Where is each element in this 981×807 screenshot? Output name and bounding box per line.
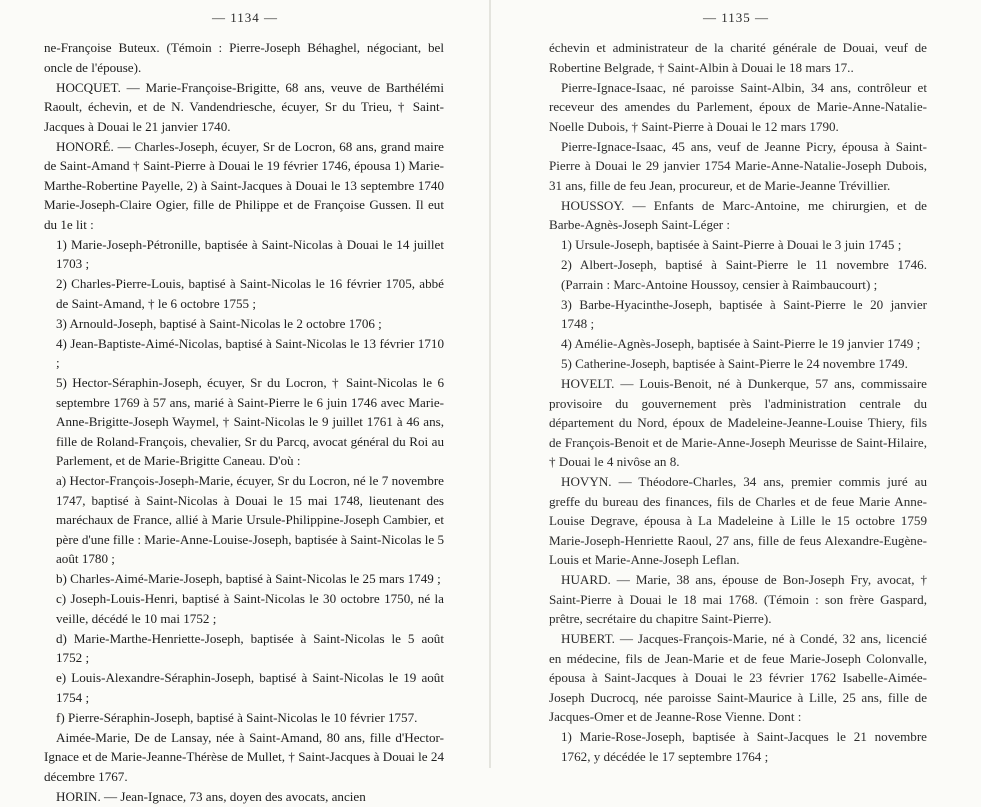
child-item: 1) Marie-Rose-Joseph, baptisée à Saint-Jacques le 21 novembre 1762, y décédée le 17 septembre 1764 ; — [561, 729, 927, 764]
grandchild-item: c) Joseph-Louis-Henri, baptisé à Saint-Nicolas le 30 octobre 1750, né la veille, décédé le 10 mai 1752 ; — [56, 591, 444, 626]
grandchild-item: a) Hector-François-Joseph-Marie, écuyer, Sr du Locron, né le 7 novembre 1747, baptisé à Saint-Nicolas à Douai le 15 mai 1748, lieutenant des maréchaux de France, allié à Marie Ursule-Philippine-Joseph Cambier, et père d'une fille : Marie-Anne-Louise-Joseph, baptisée à Saint-Nicolas le 5 août 1780 ; — [56, 473, 444, 566]
entry-horin: HORIN. — Jean-Ignace, 73 ans, doyen des avocats, ancien — [56, 788, 366, 804]
entry-pierre-ignace-isaac-1: Pierre-Ignace-Isaac, né paroisse Saint-Albin, 34 ans, contrôleur et receveur des amendes du Parlement, époux de Marie-Anne-Natalie-Noelle Dubois, † Saint-Pierre à Douai le 12 mars 1790. — [549, 79, 927, 134]
entry-aimee-marie: Aimée-Marie, De de Lansay, née à Saint-Amand, 80 ans, fille d'Hector-Ignace et de Marie-Jeanne-Thérèse de Mullet, † Saint-Jacques à Douai le 24 décembre 1767. — [44, 729, 444, 784]
grandchild-item: d) Marie-Marthe-Henriette-Joseph, baptisée à Saint-Nicolas le 5 août 1752 ; — [56, 630, 444, 665]
entry-hovelt: HOVELT. — Louis-Benoit, né à Dunkerque, 57 ans, commissaire provisoire du gouvernement près l'administration centrale du département du Nord, époux de Madeleine-Jeanne-Louise Thiery, fils de François-Benoit et de Marie-Anne-Joseph Meurisse de Saint-Hilaire, † Douai le 4 nivôse an 8. — [549, 376, 927, 469]
left-paragraph-1: ne-Françoise Buteux. (Témoin : Pierre-Joseph Béhaghel, négociant, bel oncle de l'épouse). — [44, 40, 444, 75]
child-item: 4) Jean-Baptiste-Aimé-Nicolas, baptisé à Saint-Nicolas le 13 février 1710 ; — [56, 335, 444, 370]
child-item: 3) Barbe-Hyacinthe-Joseph, baptisée à Saint-Pierre le 20 janvier 1748 ; — [561, 296, 927, 331]
child-item: 5) Hector-Séraphin-Joseph, écuyer, Sr du Locron, † Saint-Nicolas le 6 septembre 1769 à 57 ans, marié à Saint-Pierre le 6 juin 1746 avec Marie-Anne-Brigitte-Joseph Waymel, † Saint-Nicolas le 9 juillet 1761 à 46 ans, fille de Roland-François, chevalier, Sr du Parcq, avocat général du Roi au Parlement, et de Marie-Brigitte Caneau. D'où : — [56, 375, 444, 468]
child-item: 1) Ursule-Joseph, baptisée à Saint-Pierre à Douai le 3 juin 1745 ; — [561, 237, 902, 252]
grandchild-item: b) Charles-Aimé-Marie-Joseph, baptisé à Saint-Nicolas le 25 mars 1749 ; — [56, 571, 441, 586]
child-item: 3) Arnould-Joseph, baptisé à Saint-Nicolas le 2 octobre 1706 ; — [56, 315, 382, 331]
entry-hocquet: HOCQUET. — Marie-Françoise-Brigitte, 68 ans, veuve de Barthélémi Raoult, échevin, et de N. Vandendriesche, écuyer, Sr du Trieu, † Saint-Jacques à Douai le 21 janvier 1740. — [44, 79, 444, 134]
right-page — [491, 0, 981, 768]
entry-pierre-ignace-isaac-2: Pierre-Ignace-Isaac, 45 ans, veuf de Jeanne Picry, épousa à Saint-Pierre à Douai le 29 janvier 1754 Marie-Anne-Natalie-Joseph Dubois, 31 ans, fille de feu Jean, procureur, et de Marie-Jeanne Trévillier. — [549, 138, 927, 193]
entry-hovyn: HOVYN. — Théodore-Charles, 34 ans, premier commis juré au greffe du bureau des finances, fils de Charles et de feue Marie Anne-Louise Degrave, épousa à La Madeleine à Lille le 15 octobre 1759 Marie-Joseph-Henriette Raoul, 27 ans, fille de feus Alexandre-Eugène-Louis et Marie-Anne-Joseph Leflan. — [549, 474, 927, 567]
child-item: 4) Amélie-Agnès-Joseph, baptisée à Saint-Pierre le 19 janvier 1749 ; — [561, 336, 921, 351]
entry-houssoy: HOUSSOY. — Enfants de Marc-Antoine, me chirurgien, et de Barbe-Agnès-Joseph Saint-Léger : — [549, 197, 927, 232]
right-paragraph-1: échevin et administrateur de la charité générale de Douai, veuf de Robertine Belgrade, † Saint-Albin à Douai le 18 mars 17.. — [549, 40, 927, 75]
right-page-text — [549, 38, 927, 767]
child-item: 2) Albert-Joseph, baptisé à Saint-Pierre le 11 novembre 1746. (Parrain : Marc-Antoine Houssoy, censier à Raimbaucourt) ; — [561, 257, 927, 292]
entry-huard: HUARD. — Marie, 38 ans, épouse de Bon-Joseph Fry, avocat, † Saint-Pierre à Douai le 18 mai 1768. (Témoin : son frère Gaspard, prêtre, secrétaire du chapitre Saint-Pierre). — [549, 572, 927, 626]
grandchild-item: e) Louis-Alexandre-Séraphin-Joseph, baptisé à Saint-Nicolas le 19 août 1754 ; — [56, 670, 444, 705]
child-item: 5) Catherine-Joseph, baptisée à Saint-Pierre le 24 novembre 1749. — [561, 356, 908, 371]
right-page-number: — 1135 — — [702, 10, 770, 25]
entry-honore: HONORÉ. — Charles-Joseph, écuyer, Sr de Locron, 68 ans, grand maire de Saint-Amand † Saint-Pierre à Douai le 19 février 1746, épousa 1) Marie-Marthe-Robertine Payelle, 2) à Saint-Jacques à Douai le 13 septembre 1740 Marie-Joseph-Claire Ogier, fille de Philippe et de Françoise Gussen. Il eut du 1e lit : — [44, 138, 444, 232]
left-page — [0, 0, 490, 804]
entry-hubert: HUBERT. — Jacques-François-Marie, né à Condé, 32 ans, licencié en médecine, fils de Jean-Marie et de feue Marie-Joseph Colonvalle, épousa à Saint-Jacques à Douai le 23 février 1762 Isabelle-Aimée-Joseph Ducrocq, née paroisse Saint-Maurice à Lille, 25 ans, fille de Jacques-Omer et de Jeanne-Rose Vienne. Dont : — [549, 631, 927, 724]
child-item: 1) Marie-Joseph-Pétronille, baptisée à Saint-Nicolas à Douai le 14 juillet 1703 ; — [56, 236, 444, 271]
left-page-number: — 1134 — — [211, 10, 279, 25]
child-item: 2) Charles-Pierre-Louis, baptisé à Saint-Nicolas le 16 février 1705, abbé de Saint-Amand, † le 6 octobre 1755 ; — [56, 276, 444, 311]
left-page-text — [44, 38, 444, 807]
grandchild-item: f) Pierre-Séraphin-Joseph, baptisé à Saint-Nicolas le 10 février 1757. — [56, 709, 418, 725]
